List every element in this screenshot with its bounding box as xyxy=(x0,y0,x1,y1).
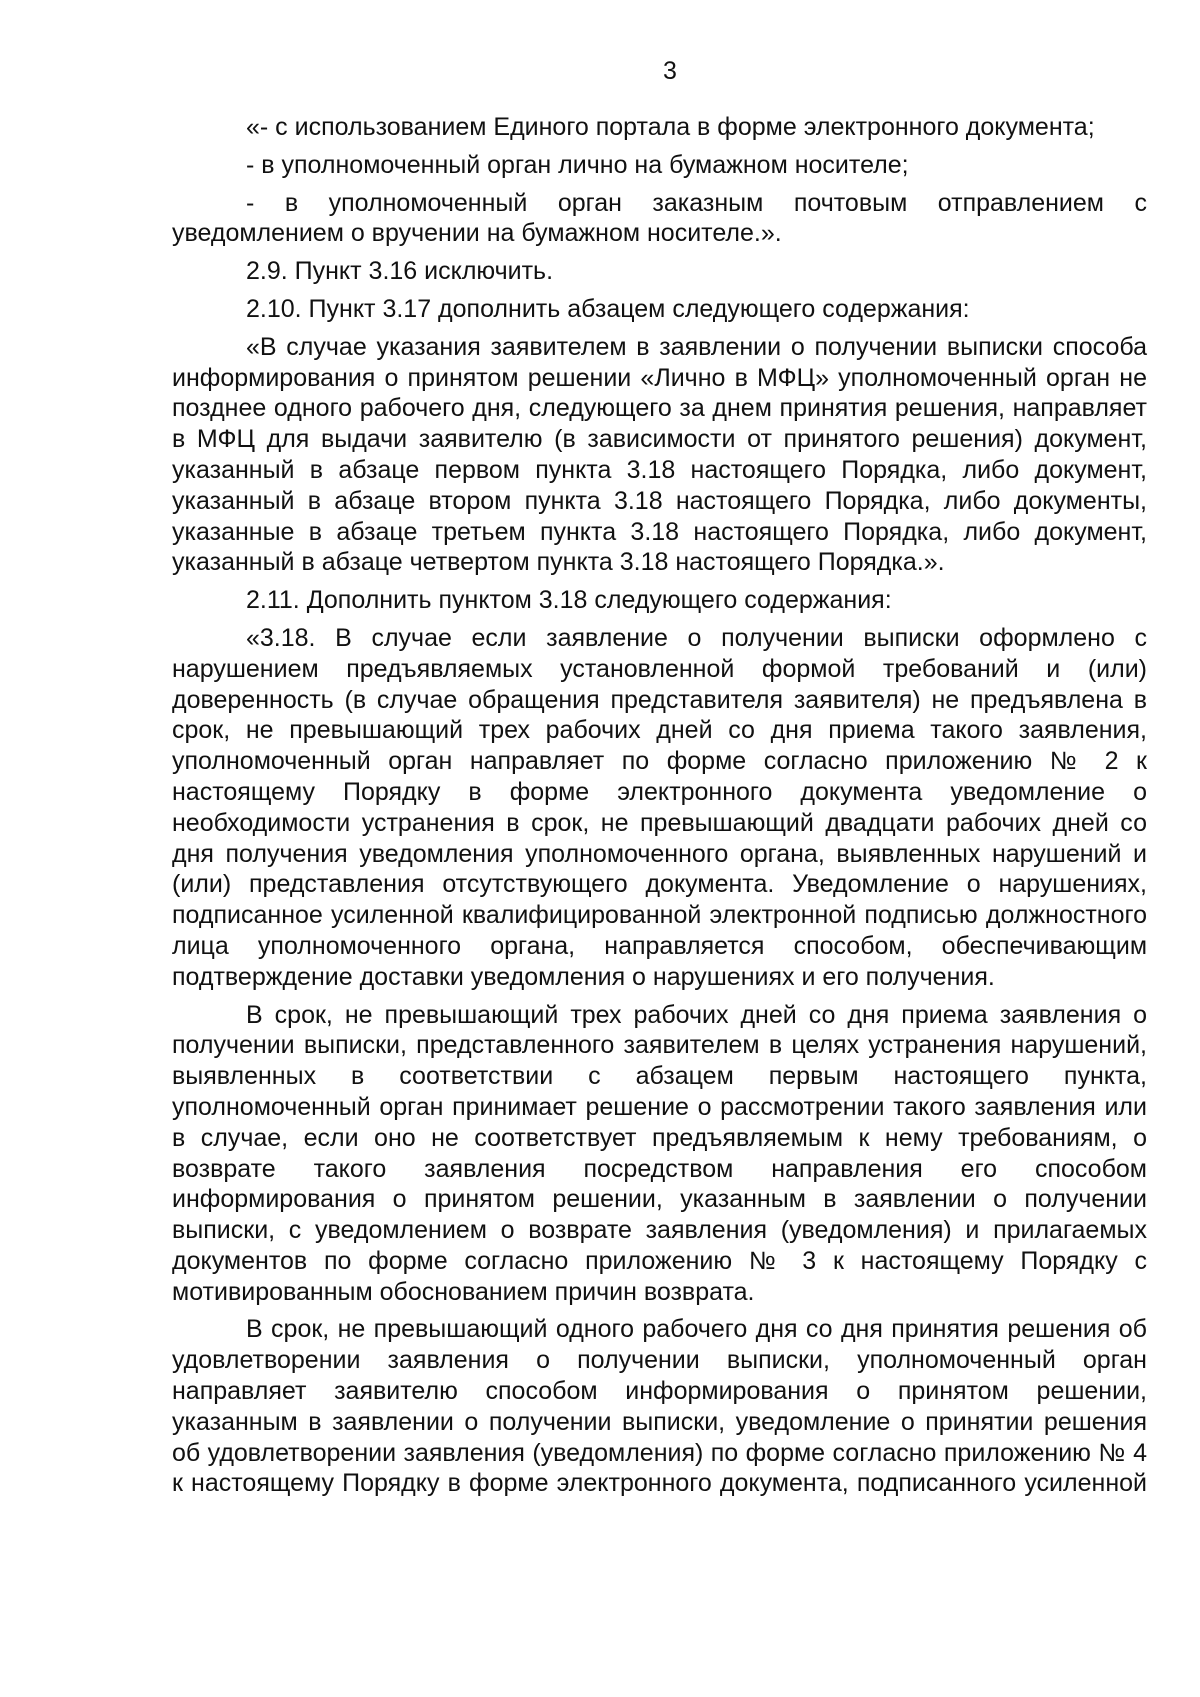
paragraph-clause-3-18: «3.18. В случае если заявление о получении выписки оформлено с нарушением предъявляемых установленной формой требований и (или) доверенность (в случае обращения представителя заявителя) не предъявлена в срок, не превышающий трех рабочих дней со дня приема такого заявления, уполномоченный орган направляет по форме согласно приложению № 2 к настоящему Порядку в форме электронного документа уведомление о необходимости устранения в срок, не превышающий двадцати рабочих дней со дня получения уведомления уполномоченного органа, выявленных нарушений и (или) представления отсутствующего документа. Уведомление о нарушениях, подписанное усиленной квалифицированной электронной подписью должностного лица уполномоченного органа, направляется способом, обеспечивающим подтверждение доставки уведомления о нарушениях и его получения. xyxy=(172,623,1147,991)
paragraph-clause-2-10: 2.10. Пункт 3.17 дополнить абзацем следующего содержания: xyxy=(246,294,970,323)
paragraph-clause-3-18-second: В срок, не превышающий трех рабочих дней со дня приема заявления о получении выписки, представленного заявителем в целях устранения нарушений, выявленных в соответствии с абзацем первым настоящего пункта, уполномоченный орган принимает решение о рассмотрении такого заявления или в случае, если оно не соответствует предъявляемым к нему требованиям, о возврате такого заявления посредством направления его способом информирования о принятом решении, указанным в заявлении о получении выписки, с уведомлением о возврате заявления (уведомления) и прилагаемых документов по форме согласно приложению № 3 к настоящему Порядку с мотивированным обоснованием причин возврата. xyxy=(172,1000,1147,1306)
paragraph-list-item-portal: «- с использованием Единого портала в форме электронного документа; xyxy=(246,113,1095,141)
paragraph-list-item-in-person: - в уполномоченный орган лично на бумажном носителе; xyxy=(246,150,909,179)
document-body xyxy=(172,112,1147,1499)
paragraph-clause-2-11: 2.11. Дополнить пунктом 3.18 следующего содержания: xyxy=(246,586,892,615)
paragraph-clause-2-9: 2.9. Пункт 3.16 исключить. xyxy=(246,257,554,286)
paragraph-list-item-mail: - в уполномоченный орган заказным почтовым отправлением с уведомлением о вручении на бумажном носителе.». xyxy=(172,188,1147,248)
paragraph-clause-3-18-third: В срок, не превышающий одного рабочего дня со дня принятия решения об удовлетворении заявления о получении выписки, уполномоченный орган направляет заявителю способом информирования о принятом решении, указанным в заявлении о получении выписки, уведомление о принятии решения об удовлетворении заявления (уведомления) по форме согласно приложению № 4 к настоящему Порядку в форме электронного документа, подписанного усиленной xyxy=(172,1315,1147,1498)
paragraph-clause-3-17-addition: «В случае указания заявителем в заявлении о получении выписки способа информирования о принятом решении «Лично в МФЦ» уполномоченный орган не позднее одного рабочего дня, следующего за днем принятия решения, направляет в МФЦ для выдачи заявителю (в зависимости от принятого решения) документ, указанный в абзаце первом пункта 3.18 настоящего Порядка, либо документ, указанный в абзаце втором пункта 3.18 настоящего Порядка, либо документы, указанные в абзаце третьем пункта 3.18 настоящего Порядка, либо документ, указанный в абзаце четвертом пункта 3.18 настоящего Порядка.». xyxy=(172,332,1147,577)
page-number: 3 xyxy=(663,57,677,85)
